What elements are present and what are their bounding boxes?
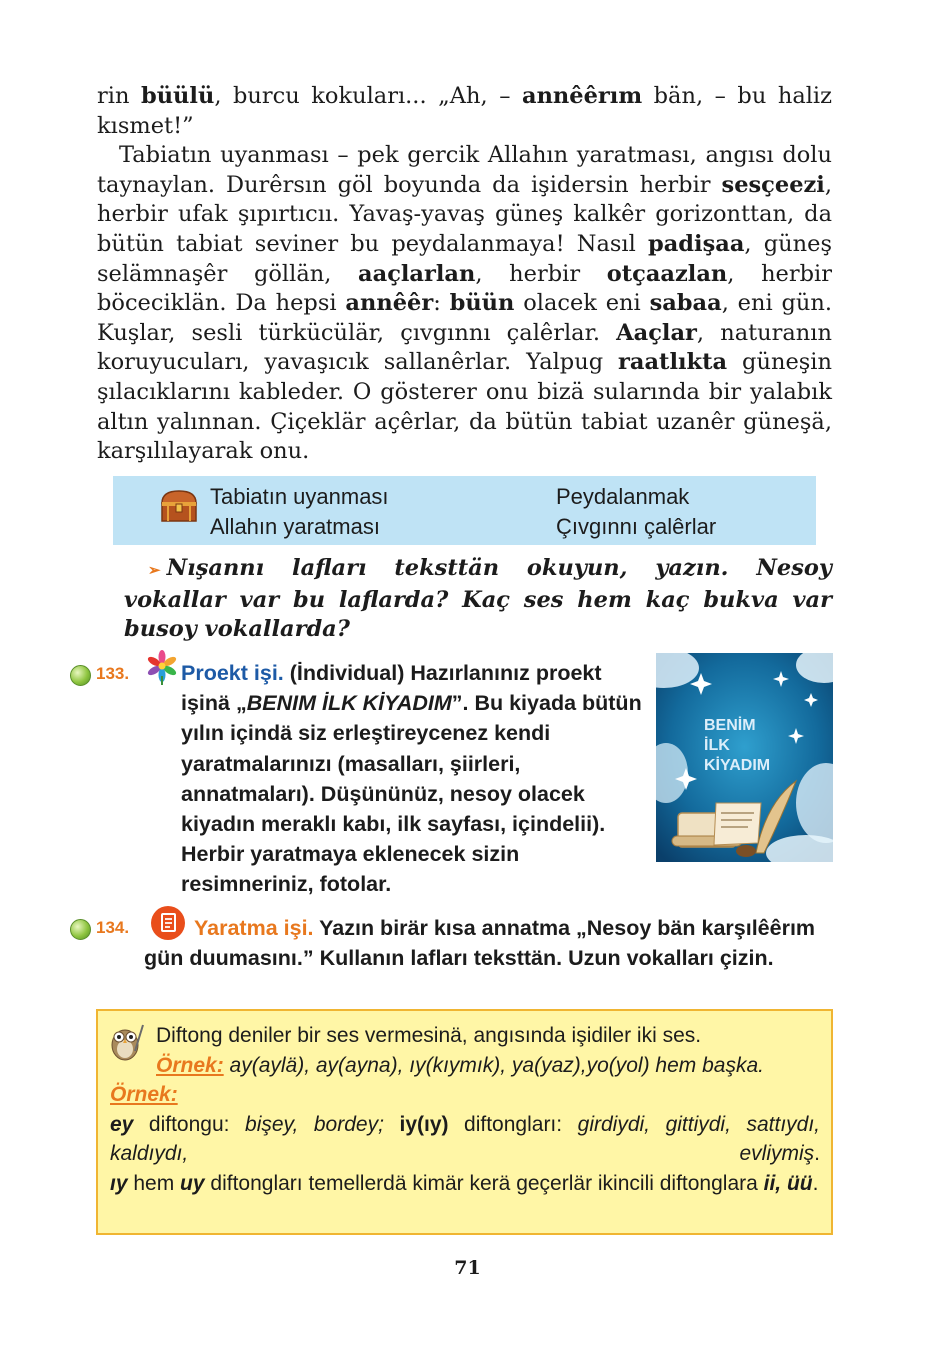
text-span: , herbir ufak şıpırtıcıı. Yavaş-yavaş güneş kalkêr gorizonttan, da bütün tabiat seviner bu peydalanmaya! Nasıl: [97, 171, 832, 257]
note-box: [96, 1009, 833, 1235]
bold-word: uy: [180, 1171, 205, 1195]
note-content: [110, 1021, 820, 1198]
task-text: Nışannı lafları teksttän okuyun, yazın. Nesoy vokallar var bu laflarda? Kaç ses hem kaç bukva var busoy vokallarda?: [124, 555, 832, 642]
bold-word: sabaa: [649, 290, 722, 317]
note-line: [110, 1080, 820, 1110]
bold-word: otçaazlan: [606, 260, 728, 287]
exercise-number: 134.: [96, 918, 130, 937]
note-line: [110, 1051, 820, 1081]
text-span: bän, – bu haliz kısmet!”: [97, 83, 832, 139]
exercise-title: Proekt işi.: [181, 661, 284, 685]
bold-word: iy(ıy): [383, 1112, 449, 1136]
book-title: BENIM İLK KİYADIM: [246, 691, 452, 716]
green-bullet-icon: [70, 919, 91, 940]
bold-word: ıy: [110, 1171, 128, 1195]
book-cover-image: [656, 653, 833, 862]
text-span: Tabiatın uyanması – pek gercik Allahın yaratması, angısı dolu taynaylan. Durêrsın göl boyunda da işidersin herbir: [97, 142, 832, 198]
bold-word: büülü: [140, 83, 215, 109]
bold-word: ey: [110, 1112, 134, 1136]
exercise-134-text: [144, 913, 834, 973]
text-span: Yazın birär kısa annatma „Nesoy bän karşılêêrım gün duumasını.” Kullanın lafları teksttän. Uzun vokalları çizin.: [144, 916, 816, 971]
text-span: .: [812, 1171, 819, 1195]
text-span: girdiydi, gittiydi, sattıydı, kaldıydı, evliymiş: [110, 1112, 821, 1165]
vocab-word: Çıvgınnı çalêrlar: [556, 514, 717, 539]
exercise-133-text: [181, 658, 651, 900]
text-span: rin: [97, 83, 141, 109]
vocabulary-box: [113, 476, 816, 545]
treasure-chest-icon: [159, 488, 199, 524]
example-label: Örnek:: [156, 1053, 224, 1077]
text-span: ”. Bu kiyada bütün yılın içindä siz erleştireycenez kendi yaratmalarınızı (masalları, şiirleri, annatmaları). Düşününüz, nesoy olacek kiyadın meraklı kabı, ilk sayfası, içindelii). Herbir yaratmaya eklenecek sizin resimneriniz, fotolar.: [181, 691, 642, 897]
bold-word: büün: [449, 290, 515, 317]
green-bullet-icon: [70, 665, 91, 686]
bold-word: padişaa: [648, 230, 745, 257]
paragraph-1: [97, 82, 832, 141]
text-span: , güneş selämnaşêr göllän,: [97, 230, 832, 287]
exercise-number: 133.: [96, 664, 130, 683]
arrow-icon: ➢: [148, 561, 161, 579]
book-cover-title: İLK: [704, 737, 730, 754]
book-cover-title: KİYADIM: [704, 757, 771, 774]
note-line: Diftong deniler bir ses vermesinä, angısında işidiler iki ses.: [156, 1024, 702, 1047]
text-span: , burcu kokuları... „Ah, –: [214, 83, 522, 109]
text-span: diftongları:: [448, 1112, 578, 1136]
bold-word: annêêrım: [521, 83, 643, 109]
paragraph-2: [97, 141, 832, 467]
text-span: olacek eni: [514, 290, 650, 317]
main-text: [97, 82, 832, 467]
exercise-title: Yaratma işi.: [194, 916, 314, 940]
text-span: , herbir böceciklän. Da hepsi: [97, 260, 832, 317]
vocab-word: Tabiatın uyanması: [210, 484, 389, 509]
text-span: :: [433, 290, 450, 317]
text-span: , herbir: [475, 260, 607, 287]
text-span: bişey, bordey;: [245, 1112, 384, 1136]
text-span: ay(aylä), ay(ayna), ıy(kıymık), ya(yaz),yo(yol) hem başka.: [223, 1053, 764, 1077]
text-span: , eni gün. Kuşlar, sesli türkücülär, çıvgınnı çalêrlar.: [97, 290, 833, 346]
text-span: .: [814, 1142, 820, 1165]
text-span: hem: [127, 1171, 181, 1195]
task-instruction: [124, 554, 832, 645]
vocab-word: Allahın yaratması: [210, 514, 380, 539]
flower-icon: [144, 650, 180, 686]
bold-word: sesçeezi: [721, 171, 825, 198]
text-span: güneşin şılacıklarını kableder. O gösterer onu bizä sularında bir yalabık altın yalınnan. Çiçeklär açêrlar, da bütün tabiat uzanêr güneşä, karşılılayarak onu.: [97, 349, 832, 465]
bold-word: annêêr: [345, 290, 434, 317]
bold-word: Aaçlar: [616, 319, 697, 346]
example-label: Örnek:: [110, 1083, 178, 1106]
page-number: 71: [454, 1257, 481, 1279]
text-span: diftongları temellerdä kimär kerä geçerlär ikincili diftonglara: [204, 1171, 764, 1195]
vocab-word: Peydalanmak: [556, 484, 690, 509]
text-span: , naturanın koruyucuları, yavaşıcık sallanêrlar. Yalpug: [97, 319, 832, 376]
text-span: diftongu:: [133, 1112, 246, 1136]
bold-word: ii, üü: [763, 1171, 813, 1195]
text-span: (İndividual) Hazırlanınız proekt işinä „: [181, 661, 602, 716]
bold-word: aaçlarlan: [358, 260, 476, 287]
note-line: [110, 1110, 820, 1169]
bold-word: raatlıkta: [618, 349, 728, 376]
book-cover-title: BENİM: [704, 717, 756, 734]
note-line: [110, 1169, 820, 1199]
